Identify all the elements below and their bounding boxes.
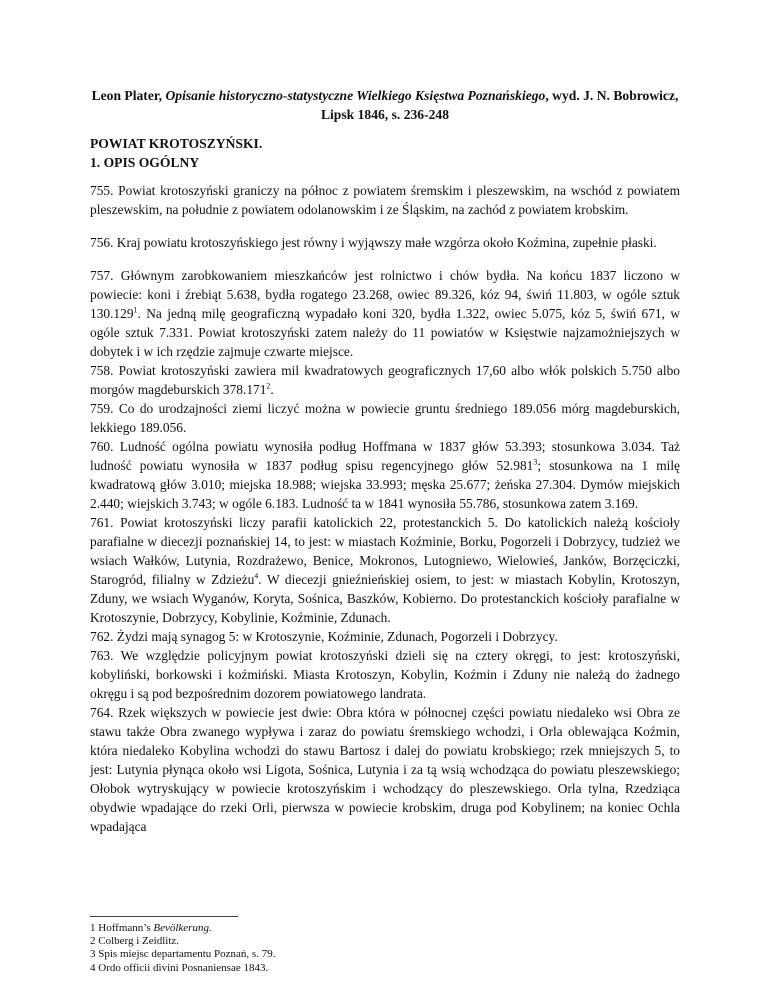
paragraph-760: 760. Ludność ogólna powiatu wynosiła podług Hoffmana w 1837 głów 53.393; stosunkowa 3.034. Taż ludność powiatu wynosiła w 1837 podług spisu regencyjnego głów 52.981$^3$; stosunkowa na 1 milę kwadratową głów 3.010; miejska 18.988; wiejska 33.993; męska 25.677; żeńska 27.304. Dymów miejskich 2.440; wiejskich 3.743; w ogóle 6.183. Ludność ta w 1841 wynosiła 55.786, stosunkowa zatem 3.169. bbox=[90, 439, 680, 511]
section-heading bbox=[90, 134, 680, 172]
paragraph-756: 756. Kraj powiatu krotoszyńskiego jest równy i wyjąwszy małe wzgórza około Koźmina, zupełnie płaski. bbox=[90, 235, 657, 250]
paragraph-762: 762. Żydzi mają synagog 5: w Krotoszynie, Koźminie, Zdunach, Pogorzeli i Dobrzycy. bbox=[90, 629, 558, 644]
footnote-ref-3: 3 bbox=[533, 457, 538, 467]
citation-publication: , wyd. J. N. Bobrowicz, Lipsk 1846, s. 236-248 bbox=[320, 88, 679, 122]
footnote-ref-1: 1 bbox=[133, 305, 138, 315]
paragraph-755: 755. Powiat krotoszyński graniczy na północ z powiatem śremskim i pleszewskim, na wschód z powiatem pleszewskim, na południe z powiatem odolanowskim i ze Śląskim, na zachód z powiatem krobskim. bbox=[90, 183, 680, 217]
footnote-4: 4 Ordo officii divini Posnaniensae 1843. bbox=[90, 961, 269, 974]
footnotes bbox=[90, 922, 680, 975]
paragraph-759: 759. Co do urodzajności ziemi liczyć można w powiecie gruntu średniego 189.056 mórg magdeburskich, lekkiego 189.056. bbox=[90, 401, 680, 435]
paragraph-763: 763. We względzie policyjnym powiat krotoszyński dzieli się na cztery okręgi, to jest: krotoszyński, kobyliński, borkowski i koźmiński. Miasta Krotoszyn, Kobylin, Koźmin i Zduny nie należą do żadnego okręgu i są pod bezpośrednim dozorem powiatowego landrata. bbox=[90, 648, 680, 701]
paragraph-757: 757. Głównym zarobkowaniem mieszkańców jest rolnictwo i chów bydła. Na końcu 1837 liczono w powiecie: koni i źrebiąt 5.638, bydła rogatego 23.268, owiec 89.326, kóz 94, świń 11.803, w ogóle sztuk 130.129$^1$. Na jedną milę geograficzną wypadało koni 320, bydła 1.322, owiec 5.075, kóz 5, świń 671, w ogóle sztuk 7.331. Powiat krotoszyński zatem należy do 11 powiatów w Księstwie najzamożniejszych w dobytek i w ich rzędzie zajmuje czwarte miejsce. bbox=[90, 268, 680, 359]
footnote-ref-4: 4 bbox=[254, 571, 259, 581]
paragraph-764: 764. Rzek większych w powiecie jest dwie: Obra która w północnej części powiatu niedaleko wsi Obra ze stawu także Obra zwanego wypływa i zaraz do powiatu śremskiego wchodzi, i Orla oblewająca Koźmin, która niedaleko Kobylina wchodzi do stawu Bartosz i dalej do powiatu krobskiego; rzek mniejszych 5, to jest: Lutynia płynąca około wsi Ligota, Sośnica, Lutynia i za tą wsią wchodząca do powiatu pleszewskiego; Ołobok wytryskujący w powiecie krotoszyńskim i wchodzący do pleszewskiego. Orla tylna, Rzedziąca obydwie wpadające do rzeki Orli, pierwsza w powiecie krobskim, druga pod Kobylinem; na koniec Ochla wpadająca bbox=[90, 705, 680, 834]
section-title: POWIAT KROTOSZYŃSKI. bbox=[90, 136, 263, 151]
document-body bbox=[90, 181, 680, 836]
section-subtitle: 1. OPIS OGÓLNY bbox=[90, 155, 200, 170]
citation-header bbox=[90, 86, 680, 124]
footnote-separator bbox=[90, 916, 238, 917]
citation-author: Leon Plater, bbox=[91, 88, 166, 103]
paragraph-761: 761. Powiat krotoszyński liczy parafii katolickich 22, protestanckich 5. Do katolickich należą kościoły parafialne w diecezji poznańskiej 14, to jest: w miastach Koźminie, Borku, Pogorzeli i Dobrzycy, tudzież we wsiach Wałków, Lutynia, Rozdrażewo, Benice, Mokronos, Lutogniewo, Wielowieś, Janków, Borzęciczki, Starogród, filialny w Zdzieżu$^4$. W diecezji gnieźnieńskiej osiem, to jest: w miastach Kobylin, Krotoszyn, Zduny, we wsiach Wyganów, Koryta, Sośnica, Baszków, Kobierno. Do protestanckich kościoły parafialne w Krotoszynie, Dobrzycy, Kobylinie, Koźminie, Zdunach. bbox=[90, 515, 681, 625]
footnote-ref-2: 2 bbox=[266, 381, 271, 391]
footnote-2: 2 Colberg i Zeidlitz. bbox=[90, 935, 180, 948]
footnote-3: 3 Spis miejsc departamentu Poznań, s. 79. bbox=[90, 948, 276, 961]
citation-work-title: Opisanie historyczno-statystyczne Wielkiego Księstwa Poznańskiego bbox=[165, 88, 546, 103]
paragraph-758: 758. Powiat krotoszyński zawiera mil kwadratowych geograficznych 17,60 albo włók polskich 5.750 albo morgów magdeburskich 378.171$^2$. bbox=[90, 363, 680, 397]
footnote-1: 1 Hoffmann’s Bevölkerung. bbox=[90, 922, 212, 934]
